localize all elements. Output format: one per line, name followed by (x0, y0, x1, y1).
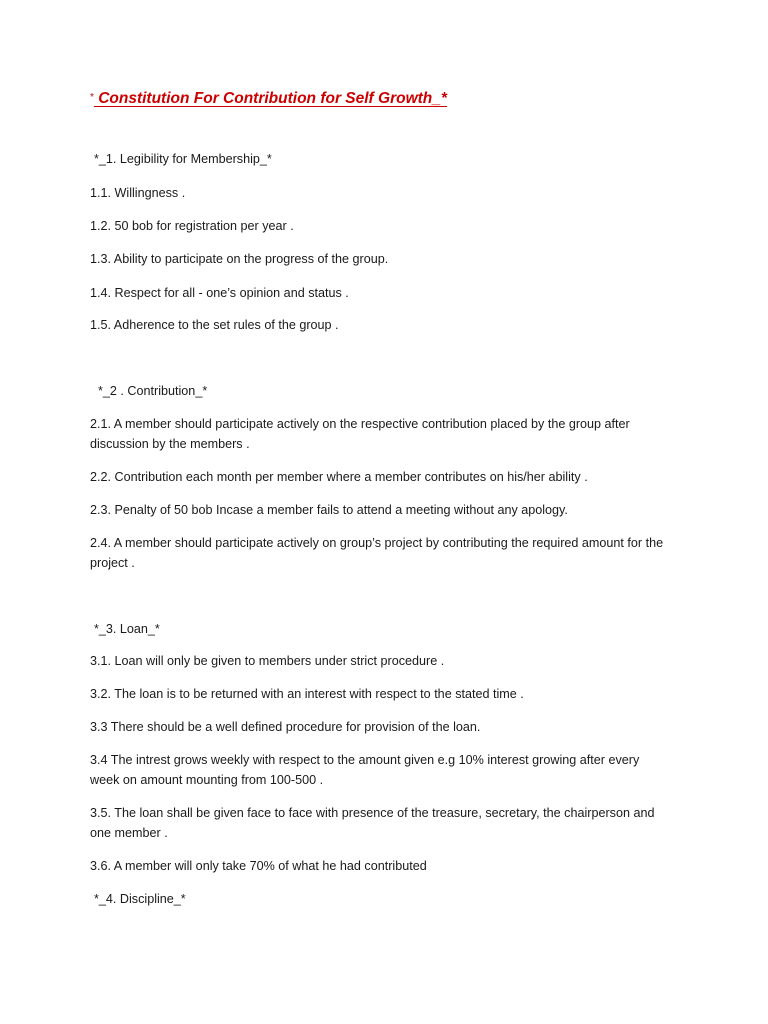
section-heading-loan: *_3. Loan_* (94, 622, 160, 636)
list-item: 2.3. Penalty of 50 bob Incase a member fails to attend a meeting without any apology. (90, 503, 568, 517)
list-item: 1.4. Respect for all - one’s opinion and status . (90, 286, 349, 300)
list-item: 1.1. Willingness . (90, 186, 186, 200)
list-item: 3.2. The loan is to be returned with an interest with respect to the stated time . (90, 687, 524, 701)
list-item: 1.2. 50 bob for registration per year . (90, 219, 294, 233)
list-item: 2.4. A member should participate actively on group’s project by contributing the required amount for the project . (90, 536, 664, 570)
section-heading-discipline: *_4. Discipline_* (94, 892, 186, 906)
list-item: 2.2. Contribution each month per member where a member contributes on his/her ability . (90, 470, 588, 484)
list-item: 3.5. The loan shall be given face to face with presence of the treasure, secretary, the chairperson and one member . (90, 806, 655, 840)
list-item: 1.3. Ability to participate on the progress of the group. (90, 252, 389, 266)
list-item: 2.1. A member should participate actively on the respective contribution placed by the group after discussion by the members . (90, 417, 630, 451)
title-asterisk: * (90, 92, 94, 103)
section-heading-membership: *_1. Legibility for Membership_* (94, 152, 272, 166)
list-item: 3.3 There should be a well defined procedure for provision of the loan. (90, 720, 481, 734)
list-item: 3.6. A member will only take 70% of what he had contributed (90, 859, 427, 873)
list-item: 3.1. Loan will only be given to members under strict procedure . (90, 654, 445, 668)
list-item: 3.4 The intrest grows weekly with respect to the amount given e.g 10% interest growing after every week on amount mounting from 100-500 . (90, 753, 640, 787)
section-heading-contribution: *_2 . Contribution_* (98, 384, 208, 398)
document-title (90, 88, 447, 109)
title-text: Constitution For Contribution for Self Growth_* (93, 90, 447, 107)
list-item: 1.5. Adherence to the set rules of the group . (90, 318, 339, 332)
